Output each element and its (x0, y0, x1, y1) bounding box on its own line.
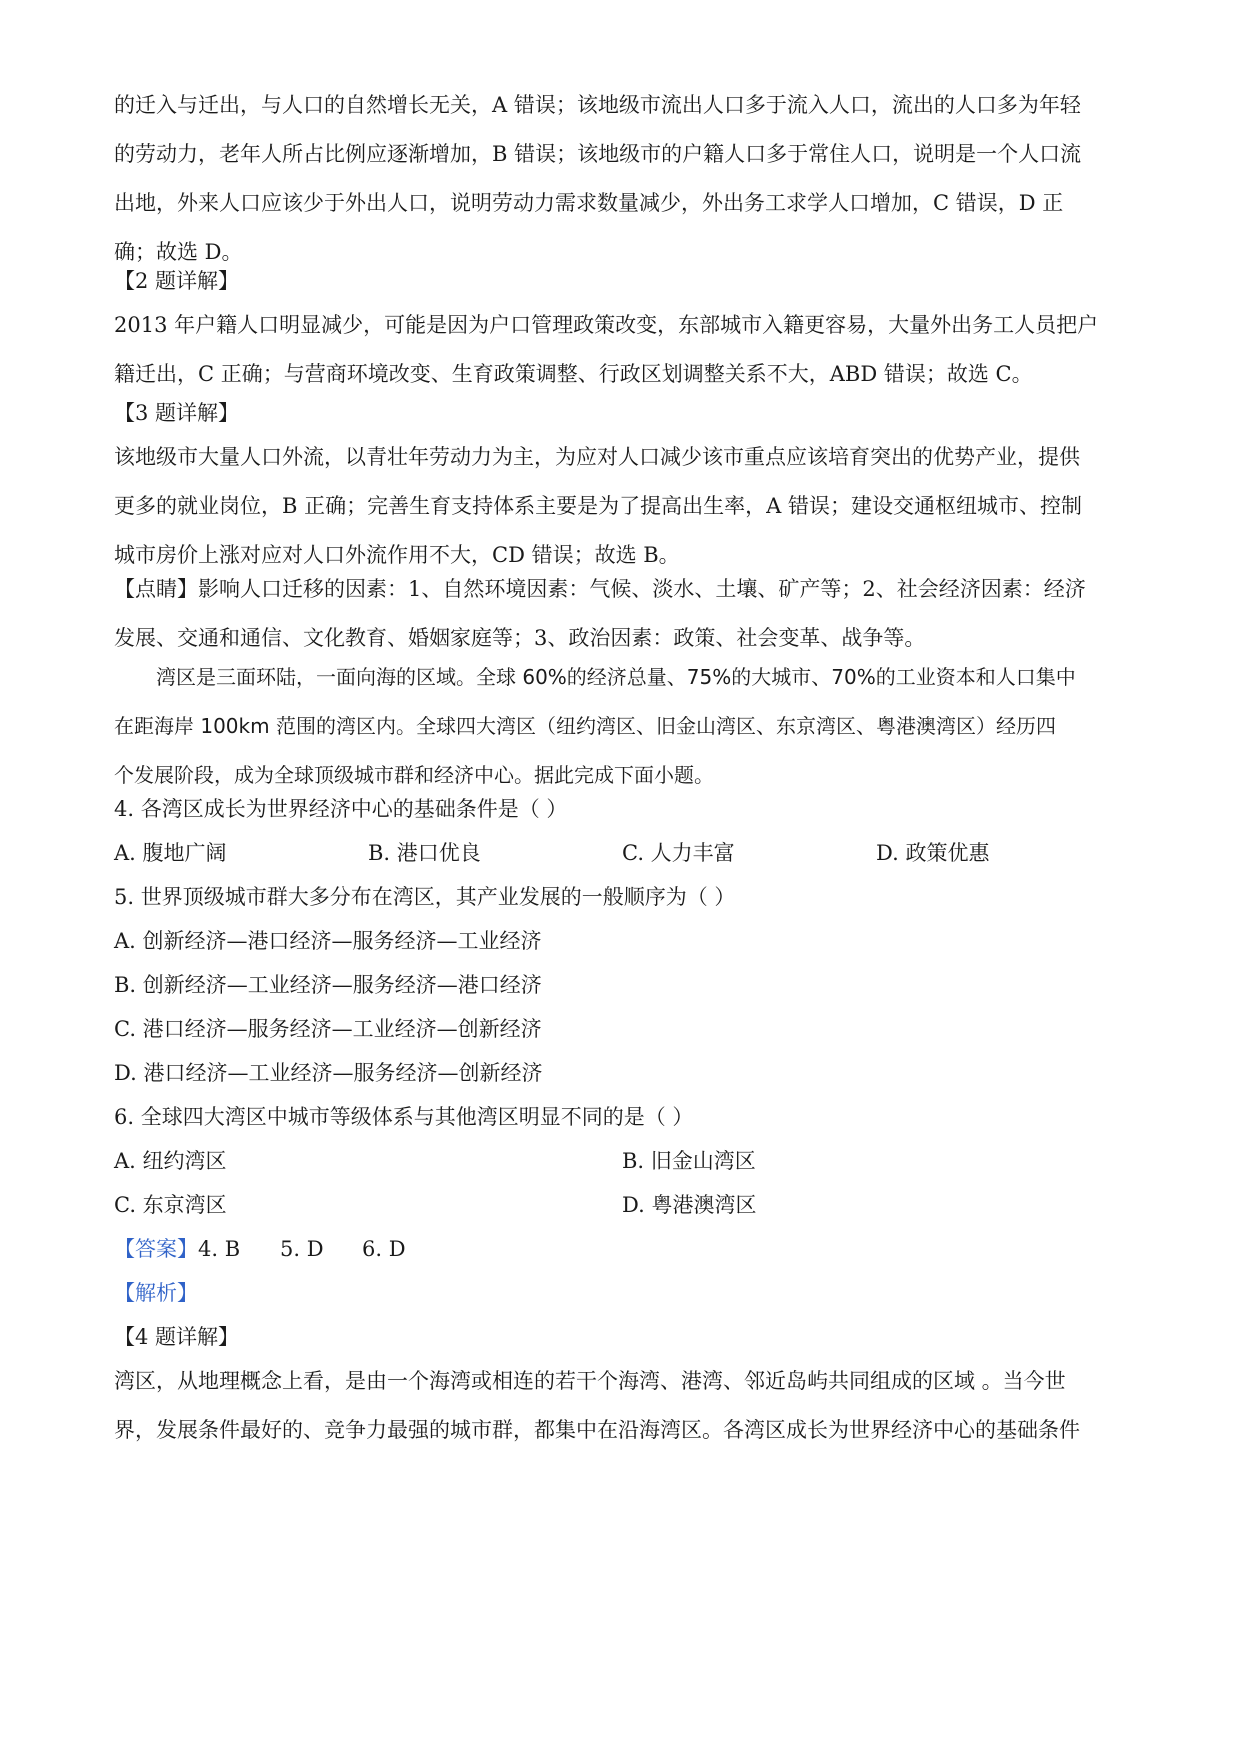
text-line: 籍迁出，C 正确；与营商环境改变、生育政策调整、行政区划调整关系不大，ABD 错误；故选 C。 (114, 362, 1033, 386)
option-b: B. 港口优良 (368, 841, 481, 865)
q4-heading: 【4 题详解】 (114, 1325, 240, 1349)
text-line: 城市房价上涨对应对人口外流作用不大，CD 错误；故选 B。 (114, 543, 680, 567)
question-5-option-c: C. 港口经济—服务经济—工业经济—创新经济 (114, 1017, 542, 1041)
question-6-stem: 6. 全球四大湾区中城市等级体系与其他湾区明显不同的是（ ） (114, 1105, 694, 1129)
question-4-options (114, 829, 1129, 878)
text-line: 湾区，从地理概念上看，是由一个海湾或相连的若干个海湾、港湾、邻近岛屿共同组成的区域 。当今世 (114, 1369, 1066, 1393)
text-line: 该地级市大量人口外流，以青壮年劳动力为主，为应对人口减少该市重点应该培育突出的优势产业，提供 (114, 445, 1080, 469)
option-b: B. 旧金山湾区 (622, 1149, 756, 1173)
option-a: A. 纽约湾区 (114, 1149, 227, 1173)
question-5-option-d: D. 港口经济—工业经济—服务经济—创新经济 (114, 1061, 543, 1085)
option-a: A. 腹地广阔 (114, 841, 227, 865)
question-5-stem: 5. 世界顶级城市群大多分布在湾区，其产业发展的一般顺序为（ ） (114, 885, 736, 909)
answer-label: 【答案】 (114, 1237, 198, 1261)
text-line: 的迁入与迁出，与人口的自然增长无关，A 错误；该地级市流出人口多于流入人口，流出的人口多为年轻 (114, 93, 1081, 117)
text-line: 更多的就业岗位，B 正确；完善生育支持体系主要是为了提高出生率，A 错误；建设交通枢纽城市、控制 (114, 494, 1082, 518)
text-line: 确；故选 D。 (114, 240, 243, 264)
question-5-option-a: A. 创新经济—港口经济—服务经济—工业经济 (114, 929, 542, 953)
text-line: 湾区是三面环陆，一面向海的区域。全球 60%的经济总量、75%的大城市、70%的工业资本和人口集中 (156, 665, 1076, 689)
text-line: 发展、交通和通信、文化教育、婚姻家庭等；3、政治因素：政策、社会变革、战争等。 (114, 626, 926, 650)
answer-item: 6. D (362, 1237, 406, 1261)
analysis-label: 【解析】 (114, 1281, 198, 1305)
text-line: 出地，外来人口应该少于外出人口，说明劳动力需求数量减少，外出务工求学人口增加，C 错误，D 正 (114, 191, 1064, 215)
reading-passage (114, 653, 1129, 800)
answer-item: 5. D (280, 1237, 324, 1261)
para-q1-explanation (114, 81, 1129, 277)
option-d: D. 政策优惠 (876, 841, 990, 865)
text-line: 的劳动力，老年人所占比例应逐渐增加，B 错误；该地级市的户籍人口多于常住人口，说明是一个人口流 (114, 142, 1082, 166)
option-c: C. 人力丰富 (622, 841, 735, 865)
text-line: 个发展阶段，成为全球顶级城市群和经济中心。据此完成下面小题。 (114, 763, 714, 787)
answer-row (114, 1225, 1129, 1274)
question-6-options-row2 (114, 1181, 1129, 1230)
q3-heading: 【3 题详解】 (114, 401, 240, 425)
text-line: 界，发展条件最好的、竞争力最强的城市群，都集中在沿海湾区。各湾区成长为世界经济中心的基础条件 (114, 1418, 1080, 1442)
text-line: 2013 年户籍人口明显减少，可能是因为户口管理政策改变，东部城市入籍更容易，大量外出务工人员把户 (114, 313, 1099, 337)
question-5-option-b: B. 创新经济—工业经济—服务经济—港口经济 (114, 973, 542, 997)
text-line: 【点睛】影响人口迁移的因素：1、自然环境因素：气候、淡水、土壤、矿产等；2、社会经济因素：经济 (114, 577, 1086, 601)
tip-paragraph (114, 565, 1129, 663)
text-line: 在距海岸 100km 范围的湾区内。全球四大湾区（纽约湾区、旧金山湾区、东京湾区、粤港澳湾区）经历四 (114, 714, 1056, 738)
question-4-stem: 4. 各湾区成长为世界经济中心的基础条件是（ ） (114, 797, 568, 821)
question-6-options-row1 (114, 1137, 1129, 1186)
para-q4-explanation (114, 1357, 1129, 1455)
q2-heading: 【2 题详解】 (114, 269, 240, 293)
para-q2-explanation (114, 301, 1129, 399)
option-d: D. 粤港澳湾区 (622, 1193, 757, 1217)
answer-item: 4. B (198, 1237, 241, 1261)
option-c: C. 东京湾区 (114, 1193, 227, 1217)
para-q3-explanation (114, 433, 1129, 580)
